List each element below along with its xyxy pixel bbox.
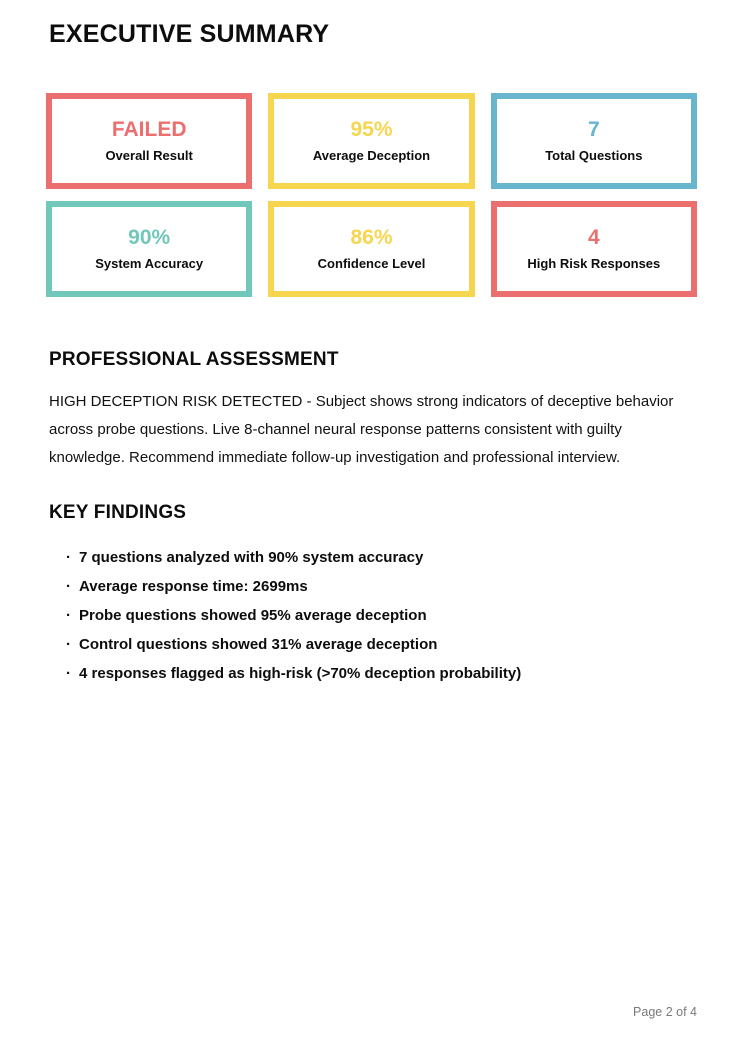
key-finding-item: · 7 questions analyzed with 90% system accuracy [66, 543, 697, 572]
metric-value: 4 [587, 225, 600, 249]
metric-label: Total Questions [545, 147, 643, 163]
metric-card-high-risk-responses [491, 201, 697, 297]
metric-label: Average Deception [312, 147, 431, 163]
metric-card-total-questions [491, 93, 697, 189]
metric-value: 86% [350, 225, 393, 249]
metric-value: 95% [350, 117, 393, 141]
metric-value: 90% [128, 225, 171, 249]
assessment-body-text: HIGH DECEPTION RISK DETECTED - Subject shows strong indicators of deceptive behavior across probe questions. Live 8-channel neural response patterns consistent with guilty knowledge. Recommend immediate follow-up investigation and professional interview. [49, 393, 674, 466]
metric-cards-grid [46, 93, 697, 297]
metric-card-confidence-level [268, 201, 474, 297]
page-title: EXECUTIVE SUMMARY [49, 20, 330, 48]
page-footer: Page 2 of 4 [633, 1005, 697, 1019]
metric-card-overall-result [46, 93, 252, 189]
key-findings-list [66, 543, 697, 688]
metric-card-average-deception [268, 93, 474, 189]
metric-card-system-accuracy [46, 201, 252, 297]
key-finding-item: · Probe questions showed 95% average deception [66, 601, 697, 630]
metric-value: 7 [587, 117, 600, 141]
key-finding-item: · Control questions showed 31% average deception [66, 630, 697, 659]
key-finding-item: · 4 responses flagged as high-risk (>70% deception probability) [66, 659, 697, 688]
metric-label: High Risk Responses [527, 255, 661, 271]
metric-label: Confidence Level [317, 255, 426, 271]
metric-label: Overall Result [105, 147, 193, 163]
metric-label: System Accuracy [95, 255, 204, 271]
section-heading-key-findings: KEY FINDINGS [49, 502, 187, 523]
metric-value: FAILED [111, 117, 187, 141]
key-finding-item: · Average response time: 2699ms [66, 572, 697, 601]
section-heading-professional-assessment: PROFESSIONAL ASSESSMENT [49, 349, 339, 370]
